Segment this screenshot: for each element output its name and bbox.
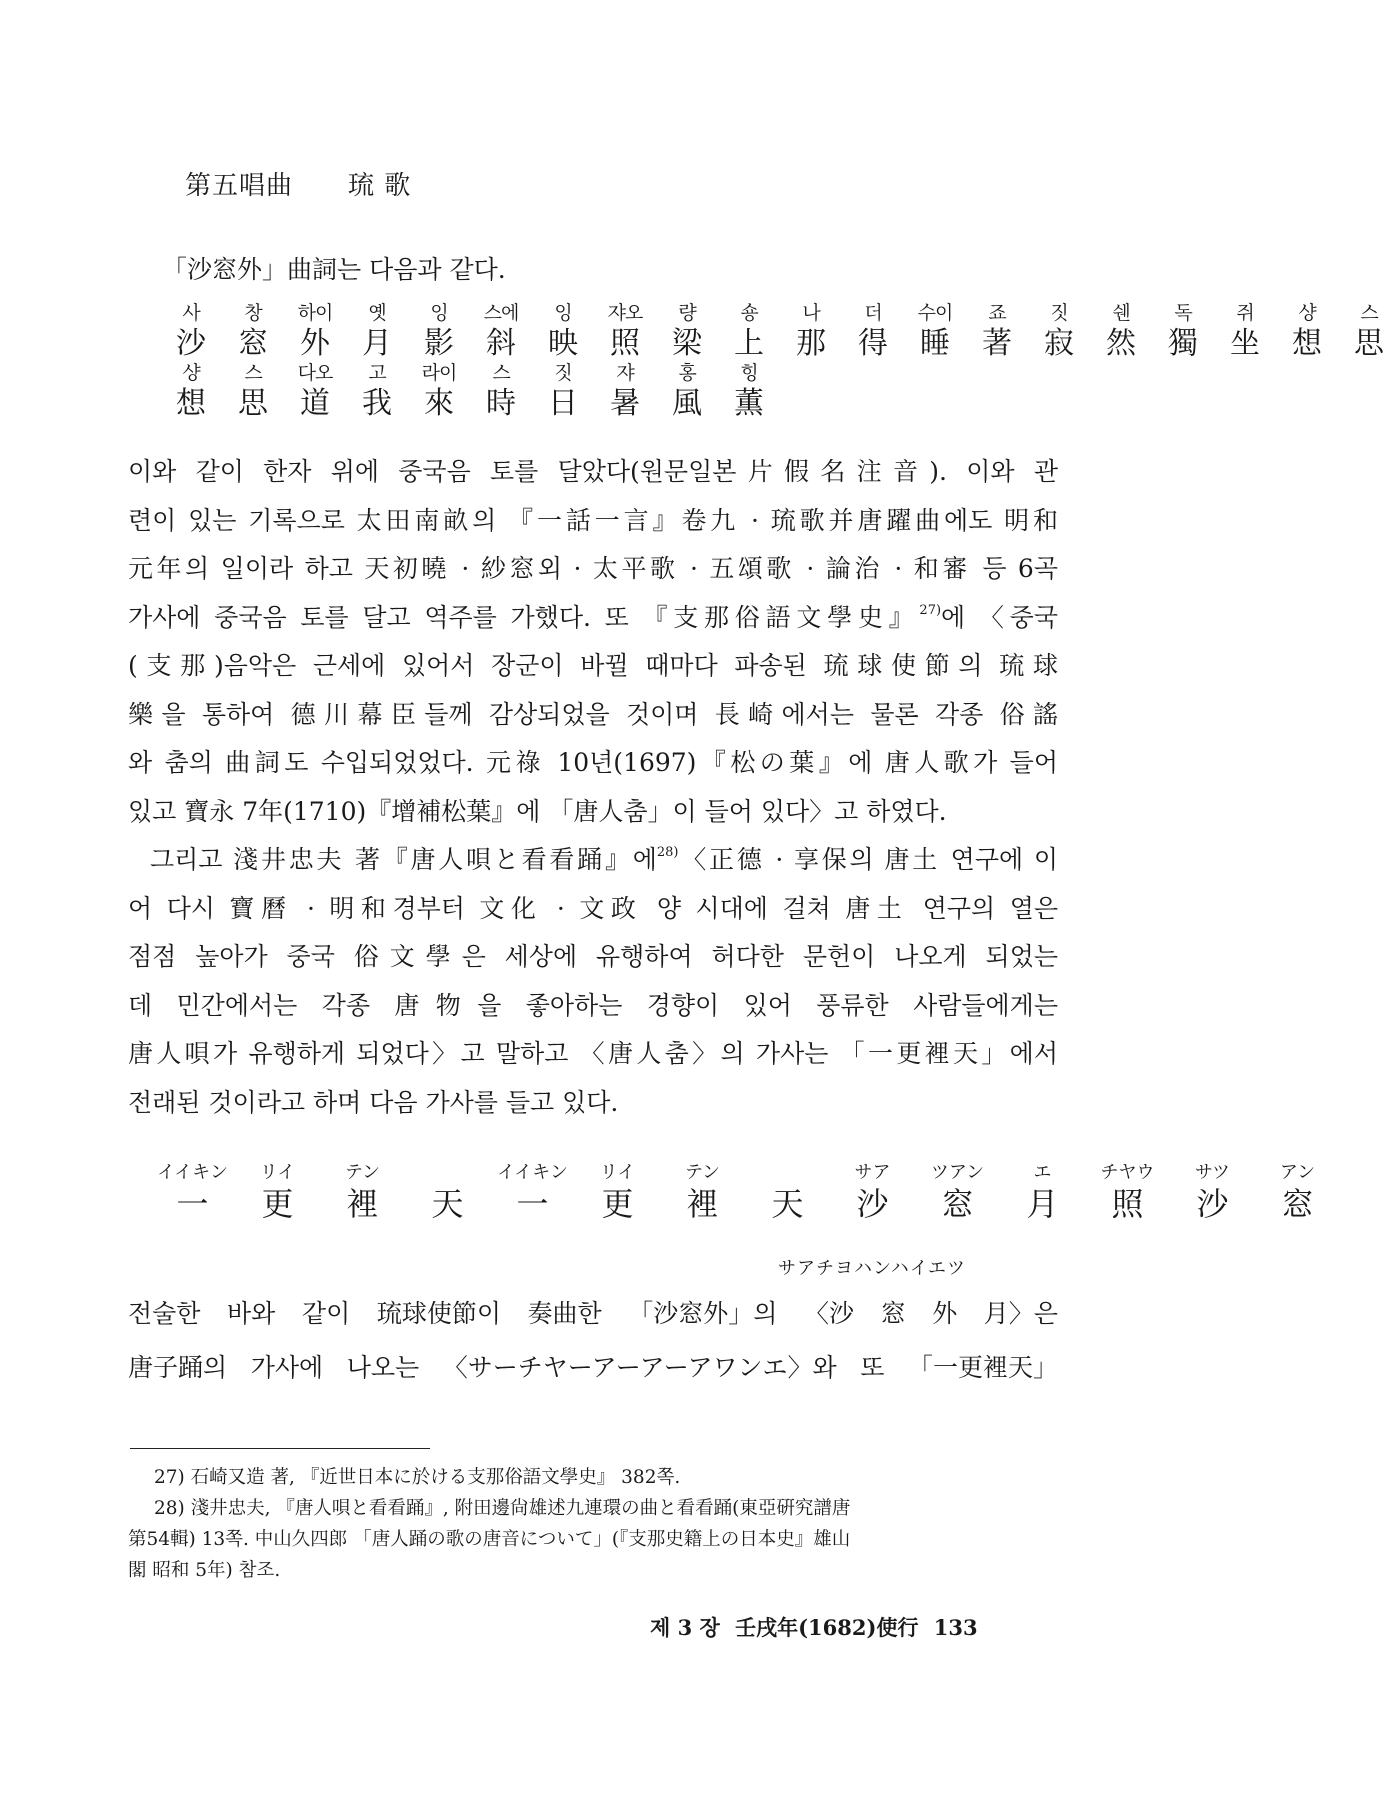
ruby-cell (222, 300, 284, 362)
word: 〈沙 (804, 1299, 855, 1328)
ruby-reading: 홍 (678, 362, 696, 384)
ruby-reading: テン (344, 1162, 381, 1183)
ruby-base-char: 寂 (1044, 326, 1074, 361)
ruby-reading: 샹 (1298, 302, 1316, 324)
footer-title: 壬戌年(1682)使行 (735, 1615, 919, 1640)
text-line (128, 1348, 1058, 1384)
footnote-27: 27) 石崎又造 著, 『近世日本に於ける支那俗語文學史』 382쪽. (154, 1467, 681, 1488)
ruby-cell (405, 1160, 490, 1222)
ruby-cell (842, 300, 904, 362)
ruby-cell (490, 1160, 575, 1222)
ruby-reading: 힝 (740, 362, 758, 384)
ruby-reading: 스 (492, 362, 510, 384)
word: 바와 (227, 1299, 276, 1328)
ruby-cell (532, 300, 594, 362)
ruby-cell (780, 300, 842, 362)
footnote-divider (130, 1448, 430, 1449)
ruby-cell (160, 360, 222, 422)
ruby-reading: アン (1279, 1162, 1316, 1183)
ruby-base-char: 坐 (1230, 326, 1260, 361)
ruby-reading: エ (1033, 1162, 1052, 1183)
ruby-cell (1170, 1160, 1255, 1222)
ruby-cell (1214, 300, 1276, 362)
word: 〈サーチヤーアーアーアワンエ〉와 (442, 1353, 837, 1382)
word: 窓 (880, 1299, 906, 1328)
ruby-base-char: 梁 (672, 326, 702, 361)
text-line: (支那)음악은 근세에 있어서 장군이 바뀔 때마다 파송된 琉球使節의 琉球 (128, 651, 1058, 680)
intro-text: 「沙窓外」曲詞는 다음과 같다. (162, 255, 506, 284)
ruby-cell (1000, 1160, 1085, 1222)
ruby-cell (222, 360, 284, 422)
paragraph-1 (128, 448, 1058, 836)
word: 또 (860, 1353, 885, 1382)
paragraph-2 (128, 836, 1058, 1127)
ruby-base-char: 獨 (1168, 326, 1198, 361)
ruby-reading: 짓 (554, 362, 572, 384)
footnotes (128, 1462, 1058, 1586)
ruby-base-char: 沙 (176, 326, 206, 361)
ruby-cell (656, 300, 718, 362)
ruby-reading: 고 (368, 362, 386, 384)
text-line: 와 춤의 曲詞도 수입되었었다. 元祿 10년(1697)『松の葉』에 唐人歌가 들어 (128, 748, 1058, 777)
word: 奏曲한 (527, 1299, 602, 1328)
footer-chapter: 제 3 장 (650, 1615, 720, 1640)
lyrics-block-3 (150, 1160, 1340, 1222)
ruby-base-char: 窓 (941, 1185, 974, 1223)
word: 같이 (301, 1299, 351, 1328)
ruby-base-char: 照 (610, 326, 640, 361)
word: 「沙窓外」의 (628, 1299, 778, 1328)
ruby-reading: リイ (599, 1162, 636, 1183)
ruby-base-char: 影 (424, 326, 454, 361)
ruby-cell (150, 1160, 235, 1222)
word: 唐子踊의 (128, 1353, 228, 1382)
word: 「一更裡天」 (907, 1353, 1058, 1382)
ruby-base-char: 薫 (734, 386, 764, 421)
ruby-reading: 쉔 (1112, 302, 1130, 324)
text-line: 데 민간에서는 각종 唐物을 좋아하는 경향이 있어 풍류한 사람들에게는 (128, 990, 1058, 1020)
text-line: 이와 같이 한자 위에 중국음 토를 달았다(원문일본片假名注音). 이와 관 (128, 457, 1058, 486)
heading-title: 第五唱曲 (185, 171, 294, 201)
ruby-cell (284, 360, 346, 422)
word: 琉球使節이 (376, 1299, 501, 1328)
ruby-reading: チヤウ (1100, 1162, 1155, 1183)
ruby-base-char: 想 (1292, 326, 1322, 361)
ruby-base-char: 日 (548, 386, 578, 421)
ruby-base-char: 一 (176, 1185, 209, 1223)
ruby-base-char: 睡 (920, 326, 950, 361)
ruby-reading: 샹 (182, 362, 200, 384)
ruby-base-char: 裡 (686, 1185, 719, 1223)
ruby-base-char: 斜 (486, 326, 516, 361)
text-line: 련이 있는 기록으로 太田南畝의 『一話一言』卷九 · 琉歌并唐躍曲에도 明和 (128, 505, 1058, 535)
ruby-base-char: 思 (1354, 326, 1384, 361)
ruby-cell (408, 360, 470, 422)
footnote-ref-27: 27) (919, 602, 942, 618)
footnote-ref-28: 28) (656, 845, 679, 860)
page-footer (650, 1612, 986, 1642)
ruby-reading: 쥐 (1236, 302, 1254, 324)
ruby-reading: 라이 (421, 362, 457, 384)
ruby-reading: 스 (244, 362, 262, 384)
text-line: 元年의 일이라 하고 天初曉 · 紗窓외 · 太平歌 · 五頌歌 · 論治 · 和審 등 6곡 (128, 554, 1058, 583)
ruby-reading: サツ (1195, 1162, 1230, 1183)
ruby-base-char: 來 (424, 386, 454, 421)
ruby-cell (320, 1160, 405, 1222)
ruby-reading: 량 (678, 302, 696, 324)
ruby-base-char: 我 (362, 386, 392, 421)
ruby-cell (1085, 1160, 1170, 1222)
ruby-reading: イイキン (497, 1162, 568, 1183)
section-heading (185, 165, 411, 202)
ruby-base-char: 裡 (346, 1185, 379, 1223)
ruby-reading: 짓 (1050, 302, 1068, 324)
ruby-base-char: 更 (601, 1185, 634, 1223)
ruby-cell (915, 1160, 1000, 1222)
ruby-cell (830, 1160, 915, 1222)
ruby-cell (594, 300, 656, 362)
footnote-28-cont: 第54輯) 13쪽. 中山久四郎 「唐人踊の歌の唐音について」(『支那史籍上の日本史』雄山 (128, 1529, 851, 1550)
ruby-cell (470, 360, 532, 422)
ruby-reading: 수이 (917, 302, 953, 324)
ruby-reading: 잉 (554, 302, 572, 324)
text-line: 어 다시 寶曆 · 明和경부터 文化 · 文政 양 시대에 걸쳐 唐土 연구의 열은 (128, 893, 1058, 923)
ruby-base-char: 得 (858, 326, 888, 361)
ruby-cell (346, 300, 408, 362)
lyrics-block-2 (160, 360, 780, 422)
text-line: 樂을 통하여 德川幕臣들께 감상되었을 것이며 長崎에서는 물론 각종 俗謠 (128, 699, 1058, 729)
ruby-base-char: 照 (1111, 1185, 1144, 1223)
ruby-cell (1338, 300, 1400, 362)
ruby-reading: 쟈 (616, 362, 634, 384)
ruby-base-char: 著 (982, 326, 1012, 361)
ruby-cell (745, 1160, 830, 1222)
word: 가사에 (250, 1353, 324, 1382)
ruby-reading: 사 (182, 302, 200, 324)
ruby-base-char: 窓 (1281, 1185, 1314, 1223)
ruby-cell (718, 360, 780, 422)
text-line: 전래된 것이라고 하며 다음 가사를 들고 있다. (128, 1087, 619, 1117)
ruby-cell (408, 300, 470, 362)
ruby-reading: サア (854, 1162, 891, 1183)
text-line (128, 1294, 1058, 1330)
ruby-reading: 스 (1360, 302, 1378, 324)
ruby-base-char: 月 (362, 326, 392, 361)
ruby-reading: ツアン (930, 1162, 985, 1183)
ruby-cell (904, 300, 966, 362)
ruby-base-char: 時 (486, 386, 516, 421)
ruby-reading: 다오 (297, 362, 333, 384)
ruby-reading: 숑 (740, 302, 758, 324)
ruby-cell (1028, 300, 1090, 362)
ruby-reading: テン (684, 1162, 721, 1183)
ruby-cell (1276, 300, 1338, 362)
ruby-cell (532, 360, 594, 422)
ruby-base-char: 想 (176, 386, 206, 421)
text-line: 唐人唄가 유행하게 되었다〉고 말하고 〈唐人춤〉의 가사는 「一更裡天」에서 (128, 1039, 1058, 1068)
ruby-cell (966, 300, 1028, 362)
ruby-cell (656, 360, 718, 422)
ruby-base-char: 映 (548, 326, 578, 361)
lyrics-block-1 (160, 300, 1400, 362)
ruby-cell (346, 360, 408, 422)
text-line: 점점 높아가 중국 俗文學은 세상에 유행하여 허다한 문헌이 나오게 되었는 (128, 942, 1058, 971)
ruby-reading: 창 (244, 302, 262, 324)
ruby-cell (284, 300, 346, 362)
ruby-reading: 더 (864, 302, 882, 324)
ruby-base-char: 道 (300, 386, 330, 421)
ruby-cell (718, 300, 780, 362)
ruby-base-char: 那 (796, 326, 826, 361)
ruby-reading: 독 (1174, 302, 1192, 324)
ruby-reading: 나 (802, 302, 820, 324)
ruby-base-char: 然 (1106, 326, 1136, 361)
ruby-cell (1152, 300, 1214, 362)
ruby-reading: リイ (259, 1162, 296, 1183)
ruby-base-char: 思 (238, 386, 268, 421)
ruby-base-char: 月 (1026, 1185, 1059, 1223)
ruby-reading: 스에 (483, 302, 519, 324)
ruby-reading: 옛 (368, 302, 386, 324)
ruby-base-char: 風 (672, 386, 702, 421)
footnote-28-cont: 閣 昭和 5年) 참조. (128, 1560, 281, 1581)
word: 月〉은 (983, 1299, 1058, 1328)
ruby-base-char: 上 (734, 326, 764, 361)
ruby-base-char: 暑 (610, 386, 640, 421)
ruby-reading: 잉 (430, 302, 448, 324)
ruby-reading: イイキン (157, 1162, 228, 1183)
page-number: 133 (933, 1615, 978, 1640)
ruby-base-char: 窓 (238, 326, 268, 361)
ruby-base-char: 一 (516, 1185, 549, 1223)
ruby-cell (1090, 300, 1152, 362)
footnote-28: 28) 淺井忠夫, 『唐人唄と看看踊』, 附田邊尙雄述九連環の曲と看看踊(東亞硏究譜唐 (154, 1498, 851, 1519)
word: 전술한 (128, 1299, 201, 1328)
ruby-cell (1255, 1160, 1340, 1222)
word: 나오는 (346, 1353, 420, 1382)
ruby-reading: 하이 (297, 302, 333, 324)
ruby-base-char: 更 (261, 1185, 294, 1223)
heading-subtitle: 琉 歌 (348, 171, 412, 201)
ruby-cell (470, 300, 532, 362)
ruby-reading: 쟈오 (607, 302, 643, 324)
ruby-base-char: 天 (771, 1185, 804, 1223)
text-line: 있고 寶永 7年(1710)『增補松葉』에 「唐人춤」이 들어 있다〉고 하였다. (128, 796, 947, 826)
text-line: 가사에 중국음 토를 달고 역주를 가했다. 또 『支那俗語文學史』$^{27)}$에 〈중국 (128, 602, 1058, 632)
ruby-cell (160, 300, 222, 362)
text-line: 그리고 淺井忠夫 著『唐人唄と看看踊』에$^{28)}$〈正德 · 享保의 唐土 연구에 이 (150, 845, 1058, 874)
ruby-cell (235, 1160, 320, 1222)
ruby-base-char: 外 (300, 326, 330, 361)
word: 外 (932, 1299, 958, 1328)
ruby-base-char: 沙 (1196, 1185, 1229, 1223)
ruby-cell (575, 1160, 660, 1222)
ruby-cell (660, 1160, 745, 1222)
ruby-base-char: 沙 (856, 1185, 889, 1223)
ruby-base-char: 天 (431, 1185, 464, 1223)
ruby-reading: 죠 (988, 302, 1006, 324)
ruby-cell (594, 360, 656, 422)
tail-ruby: サアチヨハンハイエツ (778, 1258, 967, 1279)
